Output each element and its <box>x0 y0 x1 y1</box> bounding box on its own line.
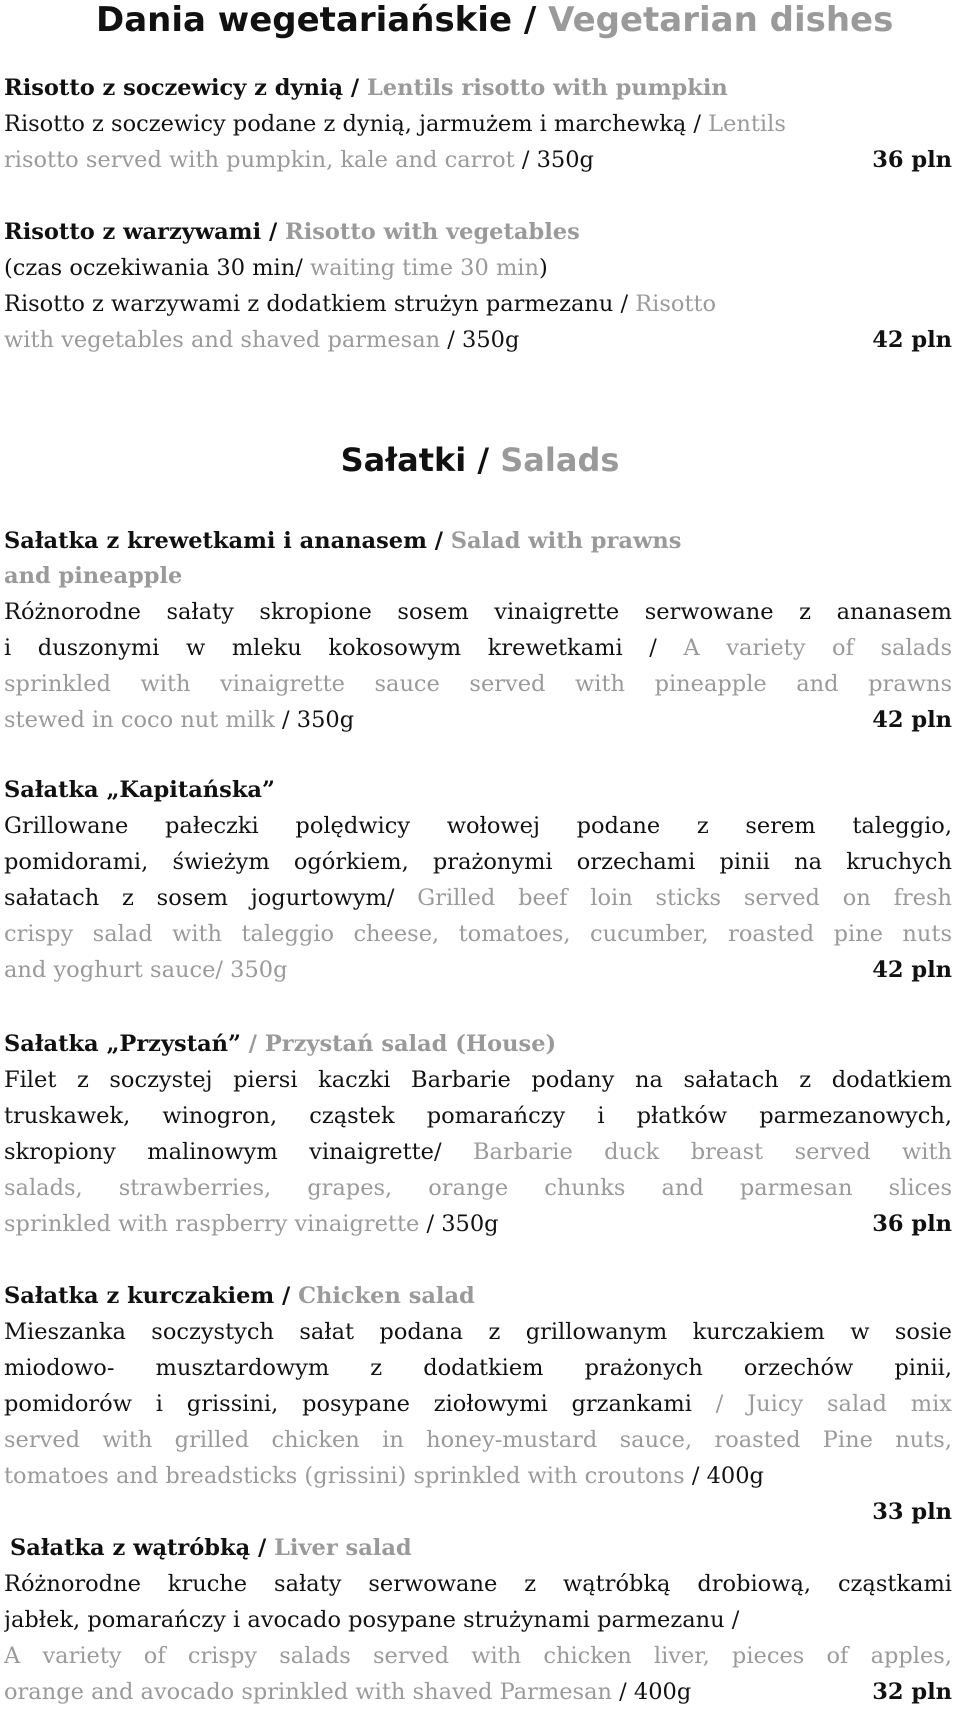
desc-pl: truskawek, winogron, cząstek pomarańczy i płatków parmezanowych, <box>4 1103 952 1129</box>
desc-en: tomatoes and breadsticks (grissini) sprinkled with croutons <box>4 1463 685 1489</box>
weight: / 350g <box>440 327 520 353</box>
dish-description <box>4 880 952 916</box>
dish-description <box>4 916 952 952</box>
price: 32 pln <box>866 1674 952 1710</box>
desc-en: Lentils <box>708 111 786 137</box>
title-pl: Dania wegetariańskie <box>96 0 513 40</box>
desc-pl: Risotto z warzywami z dodatkiem strużyn parmezanu / <box>4 291 636 317</box>
desc-en: / Juicy salad mix <box>715 1391 952 1417</box>
dish-description <box>4 1098 952 1134</box>
dish-description <box>4 142 952 178</box>
dish-name <box>10 1530 958 1566</box>
desc-en: Risotto <box>635 291 717 317</box>
dish-description <box>4 1062 952 1098</box>
desc-pl: i duszonymi w mleku kokosowym krewetkami / <box>4 635 684 661</box>
dish-name-en: Liver salad <box>274 1535 412 1561</box>
wait-close: ) <box>538 255 548 281</box>
price: 36 pln <box>866 1206 952 1242</box>
weight: / 350g <box>514 147 594 173</box>
price: 42 pln <box>866 322 952 358</box>
dish-name-pl: Sałatka z kurczakiem <box>4 1283 275 1309</box>
title-separator: / <box>466 441 501 479</box>
dish-name <box>4 214 952 250</box>
desc-pl: Risotto z soczewicy podane z dynią, jarmużem i marchewką / <box>4 111 709 137</box>
separator: / <box>343 75 367 101</box>
dish-name <box>4 772 952 808</box>
desc-en: Grilled beef loin sticks served on fresh <box>417 885 952 911</box>
dish-description <box>4 630 952 666</box>
dish-name-en: Lentils risotto with pumpkin <box>366 75 728 101</box>
desc-en: salads, strawberries, grapes, orange chunks and parmesan slices <box>4 1175 952 1201</box>
desc-pl: pomidorami, świeżym ogórkiem, prażonymi orzechami pinii na kruchych <box>4 849 952 875</box>
dish-description <box>4 1458 952 1494</box>
desc-en: Barbarie duck breast served with <box>472 1139 952 1165</box>
desc-en: with vegetables and shaved parmesan <box>4 327 441 353</box>
title-separator: / <box>512 0 549 40</box>
desc-pl: Różnorodne kruche sałaty serwowane z wątróbką drobiową, cząstkami <box>4 1571 952 1597</box>
dish-name <box>4 558 952 594</box>
dish-description <box>4 594 952 630</box>
separator: / <box>426 528 451 554</box>
desc-pl: pomidorów i grissini, posypane ziołowymi grzankami <box>4 1391 716 1417</box>
dish-description <box>4 286 952 322</box>
title-en: Vegetarian dishes <box>548 0 894 40</box>
dish-description <box>4 1674 952 1710</box>
dish-name-pl: Risotto z soczewicy z dynią <box>4 75 344 101</box>
price: 42 pln <box>866 952 952 988</box>
desc-pl: Filet z soczystej piersi kaczki Barbarie podany na sałatach z dodatkiem <box>4 1067 952 1093</box>
desc-pl: Różnorodne sałaty skropione sosem vinaigrette serwowane z ananasem <box>4 599 952 625</box>
dish-description <box>4 1638 952 1674</box>
dish-description <box>4 666 952 702</box>
vegetarian-section-title <box>96 0 893 40</box>
weight: / 400g <box>612 1679 692 1705</box>
dish-description <box>4 1602 952 1638</box>
dish-name-en: Przystań salad (House) <box>264 1031 557 1057</box>
desc-en: sprinkled with raspberry vinaigrette <box>4 1211 420 1237</box>
dish-description <box>4 1350 952 1386</box>
desc-en: served with grilled chicken in honey-mustard sauce, roasted Pine nuts, <box>4 1427 952 1453</box>
dish-name-en: Chicken salad <box>298 1283 475 1309</box>
dish-description <box>4 1134 952 1170</box>
desc-pl: miodowo- musztardowym z dodatkiem prażonych orzechów pinii, <box>4 1355 952 1381</box>
dish-description <box>4 1206 952 1242</box>
dish-description <box>4 1314 952 1350</box>
desc-en: orange and avocado sprinkled with shaved Parmesan <box>4 1679 612 1705</box>
dish-name <box>4 1026 952 1062</box>
wait-en: waiting time 30 min <box>309 255 539 281</box>
desc-pl: Mieszanka soczystych sałat podana z grillowanym kurczakiem w sosie <box>4 1319 952 1345</box>
dish-description <box>4 1566 952 1602</box>
desc-pl: Grillowane pałeczki polędwicy wołowej podane z serem taleggio, <box>4 813 952 839</box>
dish-description <box>4 702 952 738</box>
price: 36 pln <box>866 142 952 178</box>
desc-en: stewed in coco nut milk <box>4 707 283 733</box>
desc-pl: sałatach z sosem jogurtowym/ <box>4 885 418 911</box>
desc-en: risotto served with pumpkin, kale and carrot <box>4 147 515 173</box>
salads-section-title <box>0 440 960 480</box>
title-en: Salads <box>500 441 620 479</box>
dish-description <box>4 844 952 880</box>
price-line <box>4 1494 952 1530</box>
separator: / <box>261 219 286 245</box>
desc-en: sprinkled with vinaigrette sauce served with pineapple and prawns <box>4 671 952 697</box>
weight: / 400g <box>684 1463 764 1489</box>
dish-name-en: and pineapple <box>4 563 183 589</box>
dish-name-pl: Sałatka z krewetkami i ananasem <box>4 528 427 554</box>
desc-en: and yoghurt sauce <box>4 957 216 983</box>
dish-name-pl: Sałatka z wątróbką <box>10 1535 251 1561</box>
dish-name-pl: Sałatka „Kapitańska” <box>4 777 275 803</box>
separator: / <box>240 1031 265 1057</box>
price: 33 pln <box>866 1494 952 1530</box>
dish-description <box>4 1170 952 1206</box>
dish-description <box>4 808 952 844</box>
wait-pl: (czas oczekiwania 30 min/ <box>4 255 310 281</box>
dish-name-pl: Risotto z warzywami <box>4 219 262 245</box>
weight: / 350g <box>419 1211 499 1237</box>
desc-pl: skropiony malinowym vinaigrette/ <box>4 1139 473 1165</box>
separator: / <box>274 1283 299 1309</box>
separator: / <box>250 1535 275 1561</box>
dish-description <box>4 106 952 142</box>
dish-description <box>4 952 952 988</box>
desc-en: crispy salad with taleggio cheese, tomatoes, cucumber, roasted pine nuts <box>4 921 952 947</box>
waiting-time <box>4 250 952 286</box>
dish-name <box>4 70 952 106</box>
dish-name-en: Risotto with vegetables <box>285 219 580 245</box>
weight: / 350g <box>215 957 288 983</box>
desc-en: A variety of salads <box>683 635 952 661</box>
dish-description <box>4 322 952 358</box>
desc-pl: jabłek, pomarańczy i avocado posypane strużynami parmezanu / <box>4 1607 740 1633</box>
price: 42 pln <box>866 702 952 738</box>
title-pl: Sałatki <box>340 441 467 479</box>
dish-name-pl: Sałatka „Przystań” <box>4 1031 241 1057</box>
desc-en: A variety of crispy salads served with chicken liver, pieces of apples, <box>4 1643 952 1669</box>
weight: / 350g <box>282 707 355 733</box>
dish-name-en: Salad with prawns <box>450 528 682 554</box>
dish-name <box>4 523 952 559</box>
dish-name <box>4 1278 952 1314</box>
dish-description <box>4 1386 952 1422</box>
dish-description <box>4 1422 952 1458</box>
